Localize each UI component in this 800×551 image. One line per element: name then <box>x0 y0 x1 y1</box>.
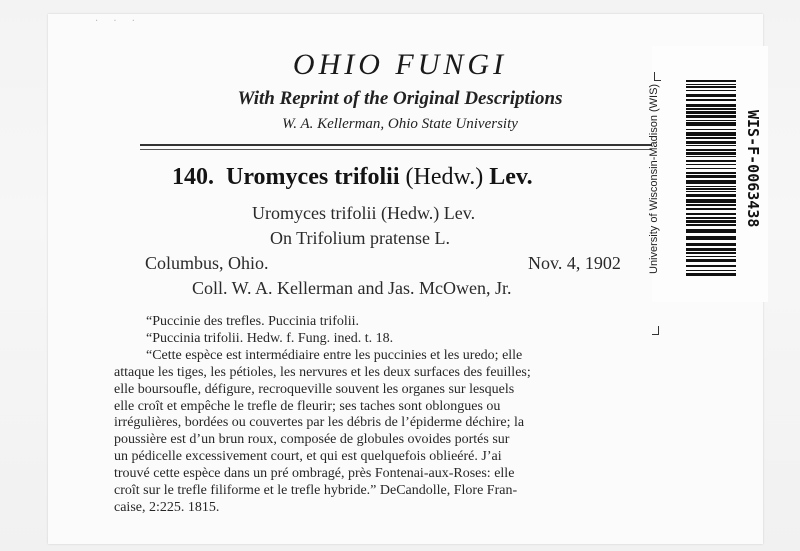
label-subtitle: With Reprint of the Original Descriptions <box>237 88 563 109</box>
original-description <box>114 314 706 517</box>
barcode-bar <box>686 213 736 215</box>
barcode-bar <box>686 256 736 257</box>
barcode-bar <box>686 84 736 85</box>
barcode-bar <box>686 137 736 139</box>
barcode-bar <box>686 156 736 157</box>
barcode-bar <box>686 243 736 246</box>
barcode-bar <box>686 194 736 197</box>
barcode-bar <box>686 172 736 174</box>
label-author: W. A. Kellerman, Ohio State University <box>282 116 518 132</box>
barcode-bar <box>686 175 736 178</box>
species-authority: Lev. <box>489 164 533 190</box>
specimen-number: 140. <box>172 164 214 190</box>
barcode-bar <box>686 217 736 219</box>
description-line: croît sur le trefle filiforme et le trefle hybride.” DeCandolle, Flore Fran- <box>114 483 518 499</box>
barcode-bar <box>686 99 736 101</box>
barcode-bar <box>686 132 736 136</box>
barcode-bar <box>686 265 736 267</box>
label-title: OHIO FUNGI <box>292 48 508 81</box>
collection-date: Nov. 4, 1902 <box>528 253 621 273</box>
barcode-bar <box>686 160 736 162</box>
barcode-bar <box>686 208 736 210</box>
barcode-bar <box>686 220 736 223</box>
barcode-bar <box>686 191 736 192</box>
barcode-number: WIS-F-0063438 <box>744 110 762 228</box>
species-heading <box>172 164 652 191</box>
description-line: “Puccinie des trefles. Puccinia trifolii. <box>146 314 360 329</box>
barcode-bar <box>686 94 736 97</box>
barcode-bar <box>686 129 736 130</box>
barcode-bar <box>686 273 736 276</box>
barcode-bar <box>686 259 736 262</box>
barcode-bar <box>686 111 736 114</box>
description-line: irrégulières, bordées ou couvertes par les débris de l’épiderme déchire; la <box>114 415 525 431</box>
barcode-bar <box>686 120 736 121</box>
barcode-bar <box>686 229 736 233</box>
barcode-bar <box>686 104 736 107</box>
barcode-bar <box>686 122 736 126</box>
barcode-bar <box>686 204 736 206</box>
barcode-bar <box>686 236 736 240</box>
barcode-bar <box>686 152 736 155</box>
species-name: Uromyces trifolii <box>226 164 400 190</box>
collectors-line: Coll. W. A. Kellerman and Jas. McOwen, Jr. <box>192 278 512 298</box>
species-name-line: Uromyces trifolii (Hedw.) Lev. <box>252 203 476 223</box>
description-line: elle croît et empêche le trefle de fleurir; ses taches sont oblongues ou <box>114 398 501 414</box>
description-line: poussière est d’un brun roux, composée de globules ovoides portés sur <box>114 432 510 448</box>
barcode-bar <box>686 90 736 91</box>
smudge-marks: · · · <box>95 16 141 27</box>
barcode-bar <box>686 108 736 110</box>
description-line: “Puccinia trifolii. Hedw. f. Fung. ined. t. 18. <box>146 330 394 346</box>
description-line: caise, 2:225. 1815. <box>114 499 220 515</box>
barcode-bar <box>686 188 736 190</box>
header-rule-thick <box>140 144 655 146</box>
barcode-institution: University of Wisconsin-Madison (WIS) <box>648 83 660 275</box>
barcode-bar <box>686 164 736 165</box>
barcode-bar <box>686 180 736 184</box>
barcode-bar <box>686 168 736 169</box>
corner-mark <box>654 72 661 81</box>
description-line: un pédicelle excessivement court, et qui est quelquefois oblieéré. J’ai <box>114 449 502 465</box>
locality: Columbus, Ohio. <box>145 253 269 273</box>
description-line: elle boursoufle, défigure, recroqueville souvent les organes sur lesquels <box>114 381 515 397</box>
barcode-bar <box>686 186 736 187</box>
description-line: attaque les tiges, les pétioles, les nervures et les deux surfaces des feuilles; <box>114 364 531 380</box>
barcode-bar <box>686 86 736 88</box>
barcode-bar <box>686 252 736 254</box>
barcode-bar <box>686 199 736 203</box>
barcode-bar <box>686 145 736 146</box>
barcode-bar <box>686 270 736 271</box>
host-line: On Trifolium pratense L. <box>270 228 450 248</box>
description-line: “Cette espèce est intermédiaire entre les puccinies et les uredo; elle <box>146 347 523 363</box>
barcode-bar <box>686 80 736 82</box>
header-rule-thin <box>140 149 655 150</box>
species-authority-paren: (Hedw.) <box>405 164 484 190</box>
corner-mark <box>652 326 659 335</box>
description-line: trouvé cette espèce dans un pré ombragé, près Fontenai-aux-Roses: elle <box>114 466 515 482</box>
barcode-bar <box>686 115 736 118</box>
barcode-bar <box>686 224 736 226</box>
barcode-bar <box>686 248 736 251</box>
barcode-bar <box>686 149 736 151</box>
barcode-bar <box>686 141 736 144</box>
